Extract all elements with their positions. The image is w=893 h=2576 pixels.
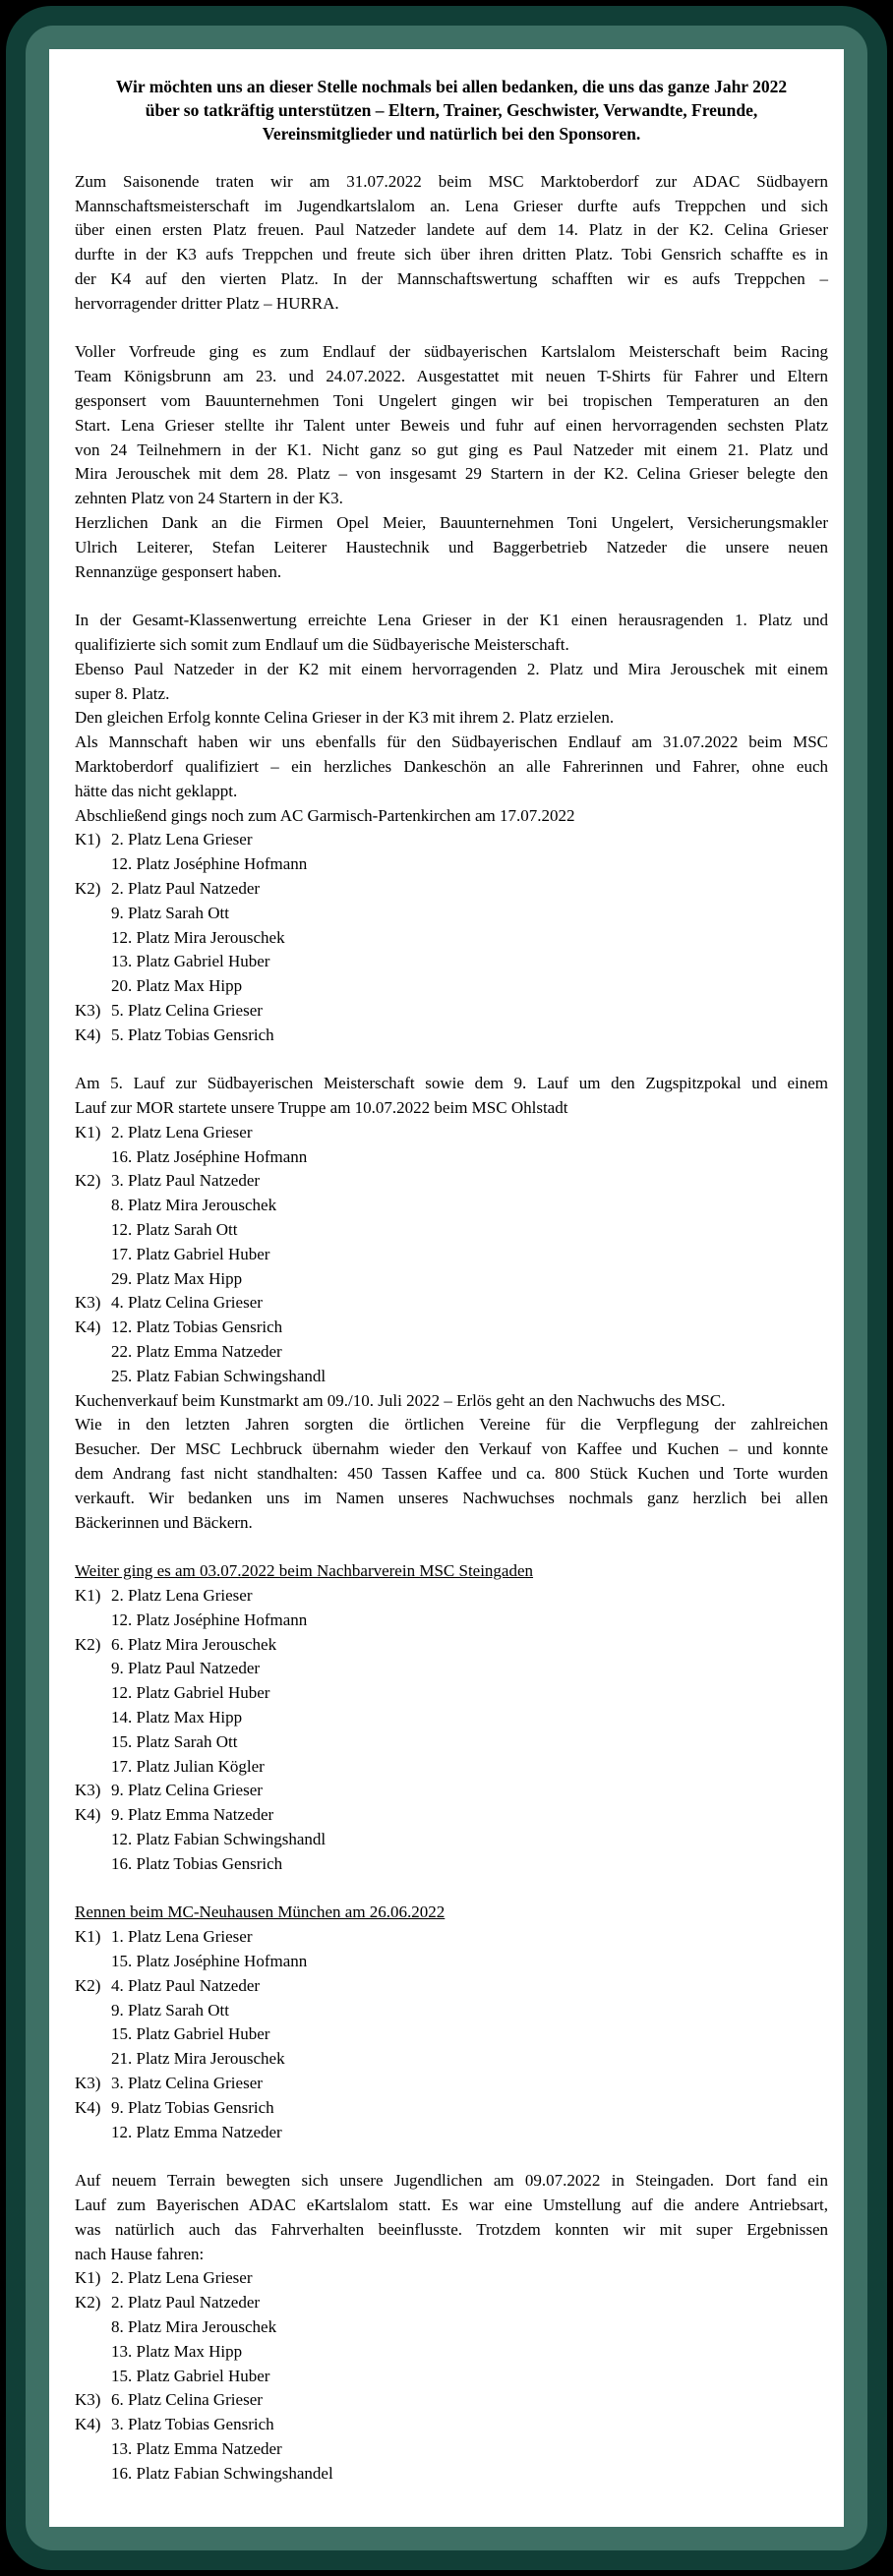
class-label <box>75 926 111 951</box>
place-entry: 8. Platz Mira Jerouschek <box>111 1196 277 1215</box>
list-row <box>75 926 828 951</box>
text-line: Wie in den letzten Jahren sorgten die örtlichen Vereine für die Verpflegung der zahlreichen <box>75 1415 828 1434</box>
place-entry: 14. Platz Max Hipp <box>111 1708 243 1727</box>
class-label <box>75 2121 111 2145</box>
list-row <box>75 1169 828 1194</box>
list-row <box>75 2340 828 2365</box>
paragraph-kuchenverkauf <box>75 1413 828 1535</box>
text-line: Marktoberdorf qualifiziert – ein herzliches Dankeschön an alle Fahrerinnen und Fahrer, ohne euch <box>75 756 828 776</box>
place-entry: 12. Platz Gabriel Huber <box>111 1683 270 1703</box>
list-row <box>75 902 828 926</box>
list-row <box>75 1730 828 1755</box>
class-label: K2) <box>75 2293 101 2313</box>
list-row <box>75 1365 828 1389</box>
text-line: Voller Vorfreude ging es zum Endlauf der südbayerischen Kartslalom Meisterschaft beim Racing <box>75 342 828 362</box>
class-label <box>75 2365 111 2389</box>
place-entry: 22. Platz Emma Natzeder <box>111 1342 282 1362</box>
text-line: Mira Jerouschek mit dem 28. Platz – von insgesamt 29 Startern in der K2. Celina Grieser belegte den <box>75 464 828 484</box>
place-entry: 6. Platz Celina Grieser <box>111 2390 263 2410</box>
text-line: Abschließend gings noch zum AC Garmisch-Partenkirchen am 17.07.2022 <box>75 805 575 825</box>
class-label <box>75 1194 111 1218</box>
place-entry: 13. Platz Emma Natzeder <box>111 2438 282 2458</box>
list-row <box>75 2437 828 2462</box>
class-label <box>75 902 111 926</box>
list-row <box>75 1852 828 1877</box>
text-line: Besucher. Der MSC Lechbruck übernahm wieder den Verkauf von Kaffee und Kuchen – und konnte <box>75 1439 828 1459</box>
list-row <box>75 2096 828 2121</box>
header-line: Vereinsmitglieder und natürlich bei den Sponsoren. <box>262 124 641 144</box>
place-entry: 17. Platz Gabriel Huber <box>111 1244 270 1263</box>
list-row <box>75 1121 828 1145</box>
place-entry: 15. Platz Sarah Ott <box>111 1731 238 1751</box>
text-line: Lauf zum Bayerischen ADAC eKartslalom statt. Es war eine Umstellung auf die andere Antriebsart, <box>75 2195 828 2214</box>
place-entry: 12. Platz Sarah Ott <box>111 1220 238 1240</box>
text-line: durfte in der K3 aufs Treppchen und freute sich über ihren dritten Platz. Tobi Gensrich schaffte es in <box>75 245 828 264</box>
list-row <box>75 1633 828 1658</box>
list-row <box>75 828 828 852</box>
list-row <box>75 1218 828 1243</box>
place-entry: 5. Platz Tobias Gensrich <box>111 1025 274 1044</box>
place-entry: 1. Platz Lena Grieser <box>111 1927 253 1947</box>
place-entry: 12. Platz Emma Natzeder <box>111 2122 282 2141</box>
list-row <box>75 950 828 974</box>
text-line: Ebenso Paul Natzeder in der K2 mit einem hervorragenden 2. Platz und Mira Jerouschek mit einem <box>75 659 828 678</box>
paragraph-season-finale <box>75 170 828 317</box>
list-row <box>75 1609 828 1633</box>
text-line: qualifizierte sich somit zum Endlauf um die Südbayerische Meisterschaft. <box>75 634 569 654</box>
class-label: K1) <box>75 2268 101 2288</box>
place-entry: 20. Platz Max Hipp <box>111 976 243 996</box>
list-row <box>75 2072 828 2096</box>
class-label: K1) <box>75 830 101 849</box>
list-row <box>75 1779 828 1803</box>
heading-steingaden <box>75 1559 828 1584</box>
place-entry: 13. Platz Gabriel Huber <box>111 952 270 971</box>
list-row <box>75 1803 828 1828</box>
place-entry: 16. Platz Tobias Gensrich <box>111 1853 283 1873</box>
text-line: nach Hause fahren: <box>75 2244 205 2263</box>
class-label <box>75 2462 111 2487</box>
place-entry: 12. Platz Tobias Gensrich <box>111 1317 283 1337</box>
class-label: K2) <box>75 1171 101 1191</box>
paragraph-sponsor-thanks <box>75 511 828 584</box>
class-label <box>75 974 111 999</box>
place-entry: 12. Platz Fabian Schwingshandl <box>111 1829 327 1848</box>
place-entry: 2. Platz Lena Grieser <box>111 2268 253 2288</box>
list-row <box>75 1657 828 1681</box>
list-row <box>75 1706 828 1730</box>
class-label <box>75 1657 111 1681</box>
text-line: verkauft. Wir bedanken uns im Namen unseres Nachwuchses nochmals ganz herzlich bei allen <box>75 1488 828 1507</box>
class-label <box>75 1755 111 1780</box>
class-label: K3) <box>75 2073 101 2092</box>
class-label: K3) <box>75 1781 101 1800</box>
class-label <box>75 852 111 877</box>
list-row <box>75 2121 828 2145</box>
class-label: K3) <box>75 2390 101 2410</box>
text-line: Am 5. Lauf zur Südbayerischen Meisterschaft sowie dem 9. Lauf um den Zugspitzpokal und einem <box>75 1074 828 1093</box>
class-label <box>75 1706 111 1730</box>
list-row <box>75 852 828 877</box>
header-line: über so tatkräftig unterstützen – Eltern, Trainer, Geschwister, Verwandte, Freunde, <box>145 100 758 120</box>
list-row <box>75 1291 828 1316</box>
place-entry: 15. Platz Gabriel Huber <box>111 2366 270 2385</box>
list-row <box>75 2315 828 2340</box>
document-body <box>75 170 828 2487</box>
paragraph-klassenwertung-k3 <box>75 706 828 731</box>
document-content <box>49 49 844 2527</box>
place-entry: 3. Platz Celina Grieser <box>111 2073 263 2092</box>
list-row <box>75 1999 828 2023</box>
class-label <box>75 1950 111 1974</box>
text-line: Bäckerinnen und Bäckern. <box>75 1512 253 1532</box>
class-label: K1) <box>75 1122 101 1142</box>
list-row <box>75 1243 828 1267</box>
class-label: K1) <box>75 1586 101 1606</box>
text-line: hervorragender dritter Platz – HURRA. <box>75 293 339 313</box>
class-label <box>75 1609 111 1633</box>
text-line: der K4 auf den vierten Platz. In der Mannschaftswertung schafften wir es aufs Treppchen – <box>75 268 828 288</box>
underlined-heading-text: Rennen beim MC-Neuhausen München am 26.06.2022 <box>75 1903 446 1922</box>
text-line: dem Andrang fast nicht standhalten: 450 Tassen Kaffee und ca. 800 Stück Kuchen und Torte wurden <box>75 1464 828 1484</box>
list-row <box>75 1828 828 1852</box>
place-entry: 9. Platz Celina Grieser <box>111 1781 263 1800</box>
class-label: K2) <box>75 1634 101 1654</box>
list-row <box>75 1267 828 1292</box>
place-entry: 9. Platz Sarah Ott <box>111 903 229 922</box>
text-line: von 24 Teilnehmern in der K1. Nicht ganz so gut ging es Paul Natzeder mit einem 21. Platz und <box>75 439 828 459</box>
text-line: Auf neuem Terrain bewegten sich unsere Jugendlichen am 09.07.2022 in Steingaden. Dort fand ein <box>75 2171 828 2191</box>
list-row <box>75 1340 828 1365</box>
class-label <box>75 1852 111 1877</box>
list-row <box>75 1925 828 1950</box>
list-row <box>75 1316 828 1340</box>
class-label: K1) <box>75 1927 101 1947</box>
list-row <box>75 2266 828 2291</box>
list-row <box>75 2022 828 2047</box>
text-line: gesponsert vom Bauunternehmen Toni Ungelert gingen wir bei tropischen Temperaturen an den <box>75 390 828 410</box>
paragraph-ekartslalom <box>75 2169 828 2266</box>
class-label <box>75 2340 111 2365</box>
text-line: Start. Lena Grieser stellte ihr Talent unter Beweis und fuhr auf einen hervorragenden sechsten Platz <box>75 415 828 435</box>
class-label <box>75 1243 111 1267</box>
list-row <box>75 2413 828 2437</box>
class-label <box>75 1828 111 1852</box>
place-entry: 4. Platz Paul Natzeder <box>111 1975 261 1995</box>
paragraph-mannschaft-endlauf <box>75 731 828 803</box>
place-entry: 16. Platz Joséphine Hofmann <box>111 1146 308 1166</box>
text-line: Lauf zur MOR startete unsere Truppe am 10.07.2022 beim MSC Ohlstadt <box>75 1098 568 1118</box>
class-label <box>75 1145 111 1170</box>
document-page <box>49 49 844 2527</box>
list-row <box>75 2388 828 2413</box>
text-line: über einen ersten Platz freuen. Paul Natzeder landete auf dem 14. Platz in der K2. Celina Grieser <box>75 220 828 240</box>
class-label <box>75 1340 111 1365</box>
class-label <box>75 2047 111 2072</box>
class-label: K3) <box>75 1293 101 1313</box>
list-row <box>75 999 828 1024</box>
list-row <box>75 2462 828 2487</box>
text-line: was natürlich auch das Fahrverhalten beeinflusste. Trotzdem konnten wir mit super Ergebnissen <box>75 2219 828 2239</box>
list-row <box>75 877 828 902</box>
place-entry: 21. Platz Mira Jerouschek <box>111 2049 285 2069</box>
place-entry: 6. Platz Mira Jerouschek <box>111 1634 277 1654</box>
place-entry: 5. Platz Celina Grieser <box>111 1000 263 1020</box>
class-label <box>75 1999 111 2023</box>
results-ekartslalom <box>75 2266 828 2486</box>
paragraph-gap <box>75 1535 828 1559</box>
list-row <box>75 1950 828 1974</box>
results-ohlstadt <box>75 1121 828 1389</box>
class-label <box>75 2315 111 2340</box>
results-garmisch <box>75 828 828 1047</box>
class-label <box>75 950 111 974</box>
heading-neuhausen <box>75 1901 828 1925</box>
class-label <box>75 1218 111 1243</box>
list-row <box>75 2047 828 2072</box>
place-entry: 15. Platz Gabriel Huber <box>111 2024 270 2044</box>
class-label: K4) <box>75 2415 101 2434</box>
class-label <box>75 2022 111 2047</box>
intro-garmisch <box>75 804 828 829</box>
kuchenverkauf-line <box>75 1389 828 1414</box>
list-row <box>75 2365 828 2389</box>
header-line: Wir möchten uns an dieser Stelle nochmals bei allen bedanken, die uns das ganze Jahr 2022 <box>115 77 788 96</box>
place-entry: 9. Platz Tobias Gensrich <box>111 2097 274 2117</box>
list-row <box>75 2291 828 2315</box>
text-line: Als Mannschaft haben wir uns ebenfalls für den Südbayerischen Endlauf am 31.07.2022 beim MSC <box>75 732 828 752</box>
paragraph-gap <box>75 1047 828 1072</box>
results-neuhausen <box>75 1925 828 2144</box>
class-label: K4) <box>75 1805 101 1825</box>
paragraph-gap <box>75 317 828 341</box>
paragraph-gap <box>75 2144 828 2169</box>
list-row <box>75 1194 828 1218</box>
place-entry: 12. Platz Mira Jerouschek <box>111 927 285 947</box>
place-entry: 2. Platz Lena Grieser <box>111 1586 253 1606</box>
place-entry: 3. Platz Paul Natzeder <box>111 1171 261 1191</box>
paragraph-klassenwertung-k1 <box>75 609 828 658</box>
place-entry: 9. Platz Paul Natzeder <box>111 1659 261 1678</box>
place-entry: 15. Platz Joséphine Hofmann <box>111 1951 308 1970</box>
list-row <box>75 1755 828 1780</box>
text-line: Herzlichen Dank an die Firmen Opel Meier, Bauunternehmen Toni Ungelert, Versicherungsmakler <box>75 512 828 532</box>
results-steingaden <box>75 1584 828 1877</box>
place-entry: 16. Platz Fabian Schwingshandel <box>111 2463 333 2483</box>
place-entry: 17. Platz Julian Kögler <box>111 1756 265 1776</box>
place-entry: 29. Platz Max Hipp <box>111 1268 243 1288</box>
place-entry: 2. Platz Lena Grieser <box>111 830 253 849</box>
text-line: Team Königsbrunn am 23. und 24.07.2022. Ausgestattet mit neuen T-Shirts für Fahrer und Eltern <box>75 367 828 386</box>
place-entry: 2. Platz Paul Natzeder <box>111 878 261 898</box>
list-row <box>75 1024 828 1048</box>
place-entry: 12. Platz Joséphine Hofmann <box>111 854 308 874</box>
place-entry: 3. Platz Tobias Gensrich <box>111 2415 274 2434</box>
paragraph-gap <box>75 1877 828 1902</box>
class-label <box>75 2437 111 2462</box>
class-label: K4) <box>75 1025 101 1044</box>
place-entry: 8. Platz Mira Jerouschek <box>111 2316 277 2336</box>
class-label <box>75 1730 111 1755</box>
class-label: K4) <box>75 1317 101 1337</box>
text-line: In der Gesamt-Klassenwertung erreichte Lena Grieser in der K1 einen herausragenden 1. Platz und <box>75 611 828 630</box>
class-label: K4) <box>75 2097 101 2117</box>
text-line: Ulrich Leiterer, Stefan Leiterer Haustechnik und Baggerbetrieb Natzeder die unsere neuen <box>75 537 828 556</box>
text-line: hätte das nicht geklappt. <box>75 781 238 800</box>
document-header <box>75 75 828 146</box>
text-line: Mannschaftsmeisterschaft im Jugendkartslalom an. Lena Grieser durfte aufs Treppchen und sich <box>75 196 828 215</box>
place-entry: 12. Platz Joséphine Hofmann <box>111 1610 308 1629</box>
text-line: Rennanzüge gesponsert haben. <box>75 561 282 581</box>
paragraph-koenigsbrunn-endlauf <box>75 340 828 511</box>
class-label: K3) <box>75 1000 101 1020</box>
text-line: Kuchenverkauf beim Kunstmarkt am 09./10. Juli 2022 – Erlös geht an den Nachwuchs des MSC. <box>75 1390 726 1410</box>
class-label <box>75 1681 111 1706</box>
place-entry: 13. Platz Max Hipp <box>111 2341 243 2361</box>
text-line: Zum Saisonende traten wir am 31.07.2022 beim MSC Marktoberdorf zur ADAC Südbayern <box>75 171 828 191</box>
class-label <box>75 1365 111 1389</box>
list-row <box>75 1974 828 1999</box>
place-entry: 9. Platz Sarah Ott <box>111 2000 229 2020</box>
list-row <box>75 1584 828 1609</box>
place-entry: 9. Platz Emma Natzeder <box>111 1805 274 1825</box>
paragraph-klassenwertung-k2 <box>75 658 828 707</box>
list-row <box>75 1681 828 1706</box>
intro-ohlstadt <box>75 1072 828 1121</box>
paragraph-gap <box>75 584 828 609</box>
text-line: super 8. Platz. <box>75 683 170 703</box>
place-entry: 25. Platz Fabian Schwingshandl <box>111 1366 327 1385</box>
text-line: Den gleichen Erfolg konnte Celina Grieser in der K3 mit ihrem 2. Platz erzielen. <box>75 708 615 728</box>
place-entry: 4. Platz Celina Grieser <box>111 1293 263 1313</box>
list-row <box>75 1145 828 1170</box>
list-row <box>75 974 828 999</box>
place-entry: 2. Platz Lena Grieser <box>111 1122 253 1142</box>
place-entry: 2. Platz Paul Natzeder <box>111 2293 261 2313</box>
class-label: K2) <box>75 1975 101 1995</box>
class-label: K2) <box>75 878 101 898</box>
text-line: zehnten Platz von 24 Startern in der K3. <box>75 489 343 508</box>
class-label <box>75 1267 111 1292</box>
underlined-heading-text: Weiter ging es am 03.07.2022 beim Nachbarverein MSC Steingaden <box>75 1561 534 1581</box>
